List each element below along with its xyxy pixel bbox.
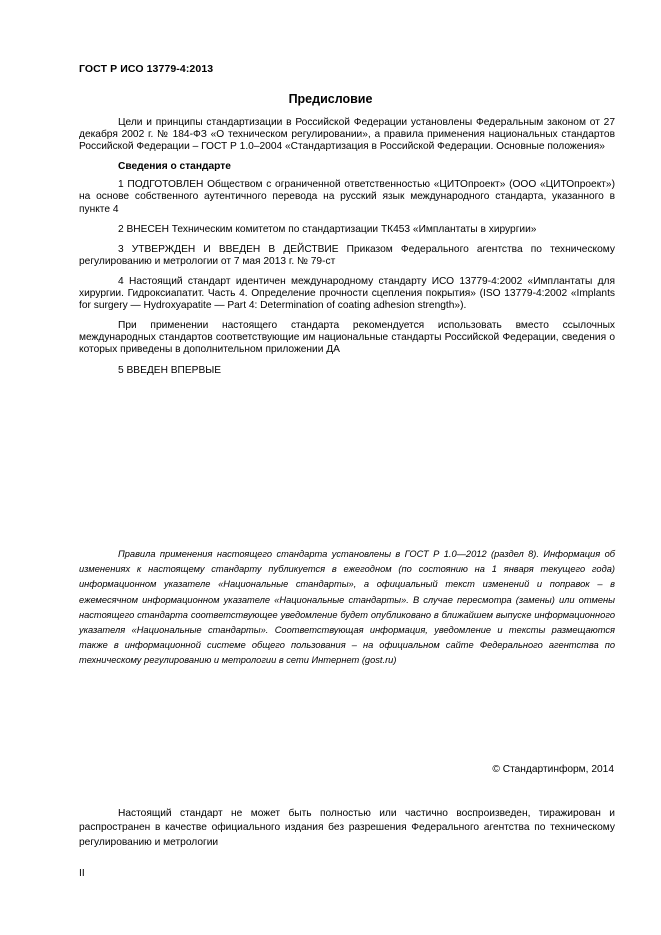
item-identical: 4 Настоящий стандарт идентичен международному стандарту ИСО 13779-4:2002 «Имплантаты для хирургии. Гидроксиапатит. Часть 4. Определение прочности сцепления покрытия» (ISO 13779-4:2002 «Implants for surgery — Hydroxyapatite — Part 4: Determination of coating adhesion strength»). (79, 275, 615, 312)
page-number: II (79, 868, 85, 879)
rights-notice: Настоящий стандарт не может быть полностью или частично воспроизведен, тиражирован и распространен в качестве официального издания без разрешения Федерального агентства по техническому регулированию и метрологии (79, 808, 615, 848)
copyright: © Стандартинформ, 2014 (492, 764, 614, 775)
application-rules-note: Правила применения настоящего стандарта установлены в ГОСТ Р 1.0—2012 (раздел 8). Информация об изменениях к настоящему стандарту публикуется в ежегодном (по состоянию на 1 января текущего года) информационном указателе «Национальные стандарты», а официальный текст изменений и поправок – в ежемесячном информационном указателе «Национальные стандарты». В случае пересмотра (замены) или отмены настоящего стандарта соответствующее уведомление будет опубликовано в ближайшем выпуске информационного указателя «Национальные стандарты». Соответствующая информация, уведомление и тексты размещаются также в информационной системе общего пользования – на официальном сайте Федерального агентства по техническому регулированию и метрологии в сети Интернет (gost.ru) (79, 549, 615, 666)
intro-paragraph: Цели и принципы стандартизации в Российской Федерации установлены Федеральным законом от 27 декабря 2002 г. № 184-ФЗ «О техническом регулировании», а правила применения национальных стандартов Российской Федерации – ГОСТ Р 1.0–2004 «Стандартизация в Российской Федерации. Основные положения» (79, 117, 615, 153)
item-prepared: 1 ПОДГОТОВЛЕН Обществом с ограниченной ответственностью «ЦИТОпроект» (ООО «ЦИТОпроект») на основе собственного аутентичного перевода на русский язык международного стандарта, указанного в пункте 4 (79, 179, 615, 215)
standard-code: ГОСТ Р ИСО 13779-4:2013 (79, 63, 214, 75)
item-first-introduced: 5 ВВЕДЕН ВПЕРВЫЕ (118, 364, 222, 376)
item-approved: 3 УТВЕРЖДЕН И ВВЕДЕН В ДЕЙСТВИЕ Приказом Федерального агентства по техническому регулированию и метрологии от 7 мая 2013 г. № 79-ст (79, 243, 615, 267)
page-title: Предисловие (288, 92, 373, 106)
item-introduced: 2 ВНЕСЕН Техническим комитетом по стандартизации ТК453 «Имплантаты в хирургии» (118, 223, 537, 235)
info-heading: Сведения о стандарте (118, 161, 231, 173)
foreword-body (79, 117, 615, 385)
item-recommendation: При применении настоящего стандарта рекомендуется использовать вместо ссылочных международных стандартов соответствующие им национальные стандарты Российской Федерации, сведения о которых приведены в дополнительном приложении ДА (79, 320, 615, 356)
